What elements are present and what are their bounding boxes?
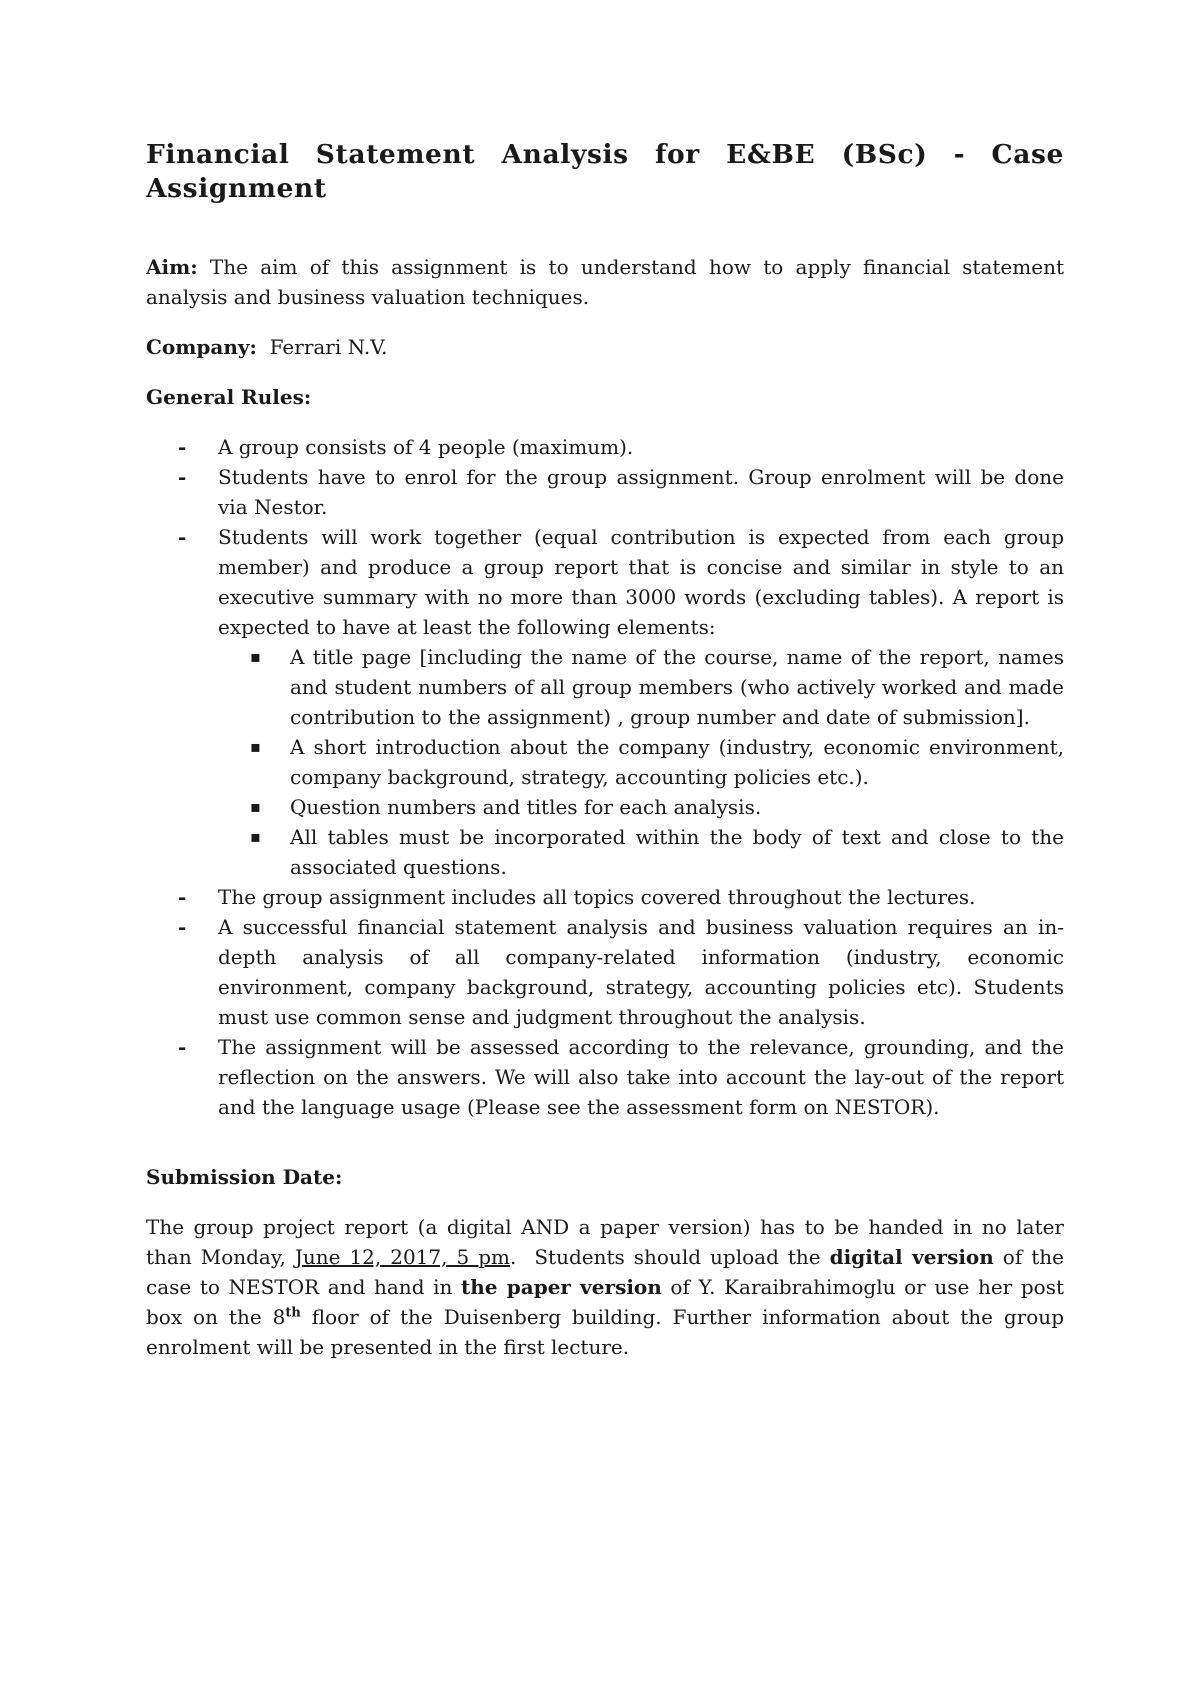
submission-text: of Y. Karaibrahimoglu or use her post box on the 8 xyxy=(146,1275,1065,1329)
submission-text: of the case to NESTOR and hand in xyxy=(146,1245,1064,1299)
aim-label: Aim: xyxy=(146,255,198,279)
aim-text: The aim of this assignment is to understand how to apply financial statement analysis and business valuation techniques. xyxy=(146,255,1064,309)
company-label: Company: xyxy=(146,335,257,359)
submission-emphasis: the paper version xyxy=(461,1275,662,1299)
submission-text: The group project report (a digital AND a paper version) has to be handed in no later than Monday, xyxy=(146,1215,1064,1269)
aim-paragraph xyxy=(146,252,1064,312)
submission-text: . Students should upload the xyxy=(510,1245,830,1269)
submission-heading xyxy=(146,1162,1064,1192)
rule-item: - Students have to enrol for the group assignment. Group enrolment will be done via Nestor. xyxy=(146,462,1064,522)
rule-item: - A group consists of 4 people (maximum). xyxy=(146,432,1064,462)
rule-item: - The group assignment includes all topics covered throughout the lectures. xyxy=(146,882,1064,912)
submission-text: floor of the Duisenberg building. Further information about the group enrolment will be presented in the first lecture. xyxy=(146,1305,1064,1359)
spacer xyxy=(146,1122,1064,1162)
ordinal-superscript: th xyxy=(285,1305,301,1321)
rule-item-text: Students will work together (equal contribution is expected from each group member) and produce a group report that is concise and similar in style to an executive summary with no more than 3000 words (excluding tables). A report is expected to have at least the following elements: xyxy=(218,525,1064,639)
rule-item xyxy=(146,522,1064,882)
report-element-item: ▪ A title page [including the name of the course, name of the report, names and student numbers of all group members (who actively worked and made contribution to the assignment) , group number and date of submission]. xyxy=(218,642,1064,732)
submission-emphasis: digital version xyxy=(829,1245,994,1269)
submission-label: Submission Date: xyxy=(146,1165,343,1189)
report-element-item: ▪ Question numbers and titles for each analysis. xyxy=(218,792,1064,822)
report-element-item: ▪ All tables must be incorporated within the body of text and close to the associated questions. xyxy=(218,822,1064,882)
rule-item: - A successful financial statement analysis and business valuation requires an in-depth analysis of all company-related information (industry, economic environment, company background, strategy, accounting policies etc). Students must use common sense and judgment throughout the analysis. xyxy=(146,912,1064,1032)
report-elements-list xyxy=(218,642,1064,882)
general-rules-label: General Rules: xyxy=(146,385,312,409)
rule-item: - The assignment will be assessed according to the relevance, grounding, and the reflection on the answers. We will also take into account the lay-out of the report and the language usage (Please see the assessment form on NESTOR). xyxy=(146,1032,1064,1122)
company-name: Ferrari N.V. xyxy=(256,335,388,359)
general-rules-heading xyxy=(146,382,1064,412)
submission-paragraph xyxy=(146,1212,1064,1362)
document-title: Financial Statement Analysis for E&BE (BSc) - Case Assignment xyxy=(146,139,1064,204)
general-rules-list xyxy=(146,432,1064,1122)
report-element-item: ▪ A short introduction about the company (industry, economic environment, company background, strategy, accounting policies etc.). xyxy=(218,732,1064,792)
submission-date: June 12, 2017, 5 pm xyxy=(294,1245,510,1269)
company-paragraph xyxy=(146,332,1064,362)
